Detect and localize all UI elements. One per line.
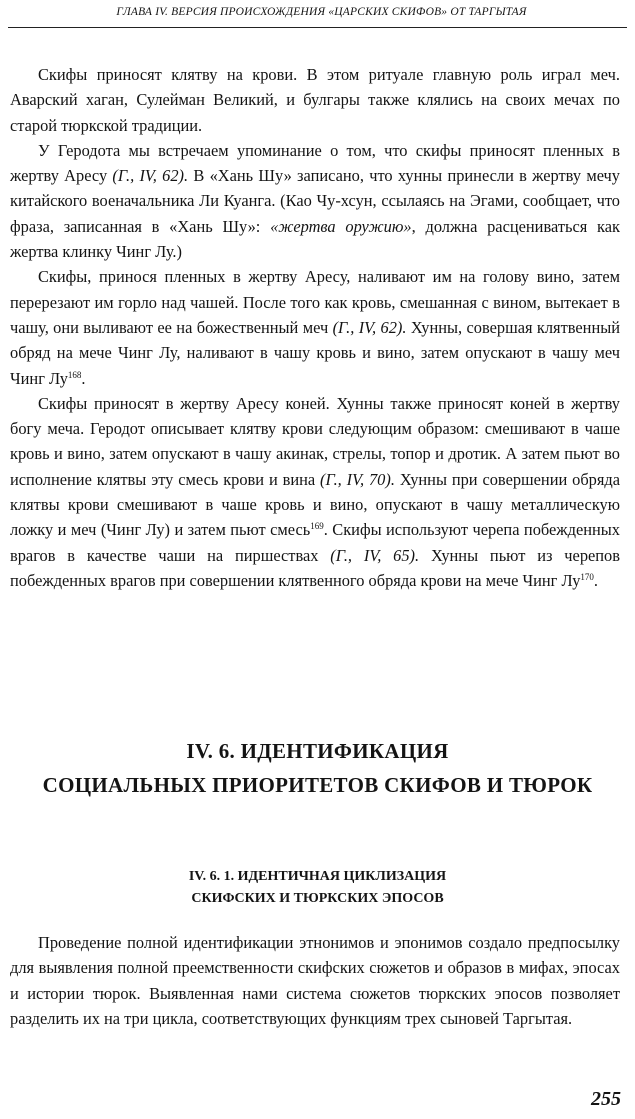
citation: (Г., IV, 65). bbox=[330, 545, 420, 565]
section-heading-line-2: СОЦИАЛЬНЫХ ПРИОРИТЕТОВ СКИФОВ И ТЮРОК bbox=[42, 773, 593, 797]
text-run: Хунны при совершении обряда клятвы крови смешивают в чаше кровь и вино, опускают в чашу металлическую ложку и меч (Чинг Лу) и затем пьют смесь bbox=[10, 469, 621, 540]
subsection-heading bbox=[0, 866, 635, 910]
footnote-ref: 170 bbox=[580, 571, 594, 582]
text-run: Скифы приносят клятву на крови. В этом ритуале главную роль играл меч. Аварский хаган, Сулейман Великий, и булгары также клялись на своих мечах по старой тюркской традиции. bbox=[10, 65, 620, 135]
page-number: 255 bbox=[591, 1088, 621, 1110]
text-run: В «Хань Шу» записано, что хунны принесли в жертву мечу китайского военачальника Ли Куанга. (Као Чу-хсун, ссылаясь на Эгами, сообщает, что фраза, записанная в «Хань Шу»: bbox=[10, 166, 620, 236]
header-rule bbox=[8, 27, 627, 28]
body-text-2 bbox=[10, 930, 620, 1031]
text-run: Скифы приносят в жертву Аресу коней. Хунны также приносят коней в жертву богу меча. Геродот описывает клятву крови следующим образом: смешивают в чаше кровь и вино, затем опускают в чашу акинак, стрелы, топор и дротик. А затем пьют во исполнение клятвы эту смесь крови и вина bbox=[10, 393, 620, 489]
citation: «жертва оружию» bbox=[270, 216, 412, 236]
running-head: ГЛАВА IV. ВЕРСИЯ ПРОИСХОЖДЕНИЯ «ЦАРСКИХ СКИФОВ» ОТ ТАРГЫТАЯ bbox=[116, 6, 527, 18]
text-run: . Скифы используют черепа побежденных врагов в качестве чаши на пиршествах bbox=[10, 520, 620, 565]
paragraph-final: Проведение полной идентификации этнонимов и эпонимов создало предпосылку для выявления полной преемственности скифских сюжетов и образов в мифах, эпосах и истории тюрок. Выявленная нами система сюжетов тюркских эпосов позволяет разделить их на три цикла, соответствующих функциям трех сыновей Таргытая. bbox=[10, 933, 620, 1028]
section-heading bbox=[0, 734, 635, 802]
subsection-heading-line-2: СКИФСКИХ И ТЮРКСКИХ ЭПОСОВ bbox=[191, 891, 444, 906]
citation: (Г., IV, 70). bbox=[320, 469, 395, 489]
paragraph bbox=[10, 138, 620, 264]
body-text bbox=[10, 62, 620, 593]
citation: (Г., IV, 62). bbox=[112, 166, 189, 186]
paragraph bbox=[10, 391, 620, 593]
subsection-heading-line-1: IV. 6. 1. ИДЕНТИЧНАЯ ЦИКЛИЗАЦИЯ bbox=[188, 869, 447, 884]
text-run: Хунны пьют из черепов побежденных врагов при совершении клятвенного обряда крови на мече Чинг Лу bbox=[10, 545, 620, 590]
text-run: У Геродота мы встречаем упоминание о том, что скифы приносят пленных в жертву Аресу bbox=[10, 140, 620, 186]
footnote-ref: 169 bbox=[310, 521, 324, 532]
text-run: . bbox=[593, 570, 599, 590]
text-run: Скифы, принося пленных в жертву Аресу, наливают им на голову вино, затем перерезают им горло над чашей. После того как кровь, смешанная с вином, вытекает в чашу, они выливают ее на божественный меч bbox=[10, 267, 620, 337]
footnote-ref: 168 bbox=[67, 369, 82, 380]
paragraph bbox=[10, 62, 620, 138]
text-run: , должна расцениваться как жертва клинку Чинг Лу.) bbox=[10, 216, 620, 262]
paragraph bbox=[10, 264, 620, 390]
text-run: . bbox=[81, 368, 86, 388]
citation: (Г., IV, 62). bbox=[332, 317, 407, 337]
section-heading-line-1: IV. 6. ИДЕНТИФИКАЦИЯ bbox=[186, 739, 449, 763]
text-run: Хунны, совершая клятвенный обряд на мече Чинг Лу, наливают в чашу кровь и вино, затем опускают в чашу меч Чинг Лу bbox=[10, 317, 620, 388]
